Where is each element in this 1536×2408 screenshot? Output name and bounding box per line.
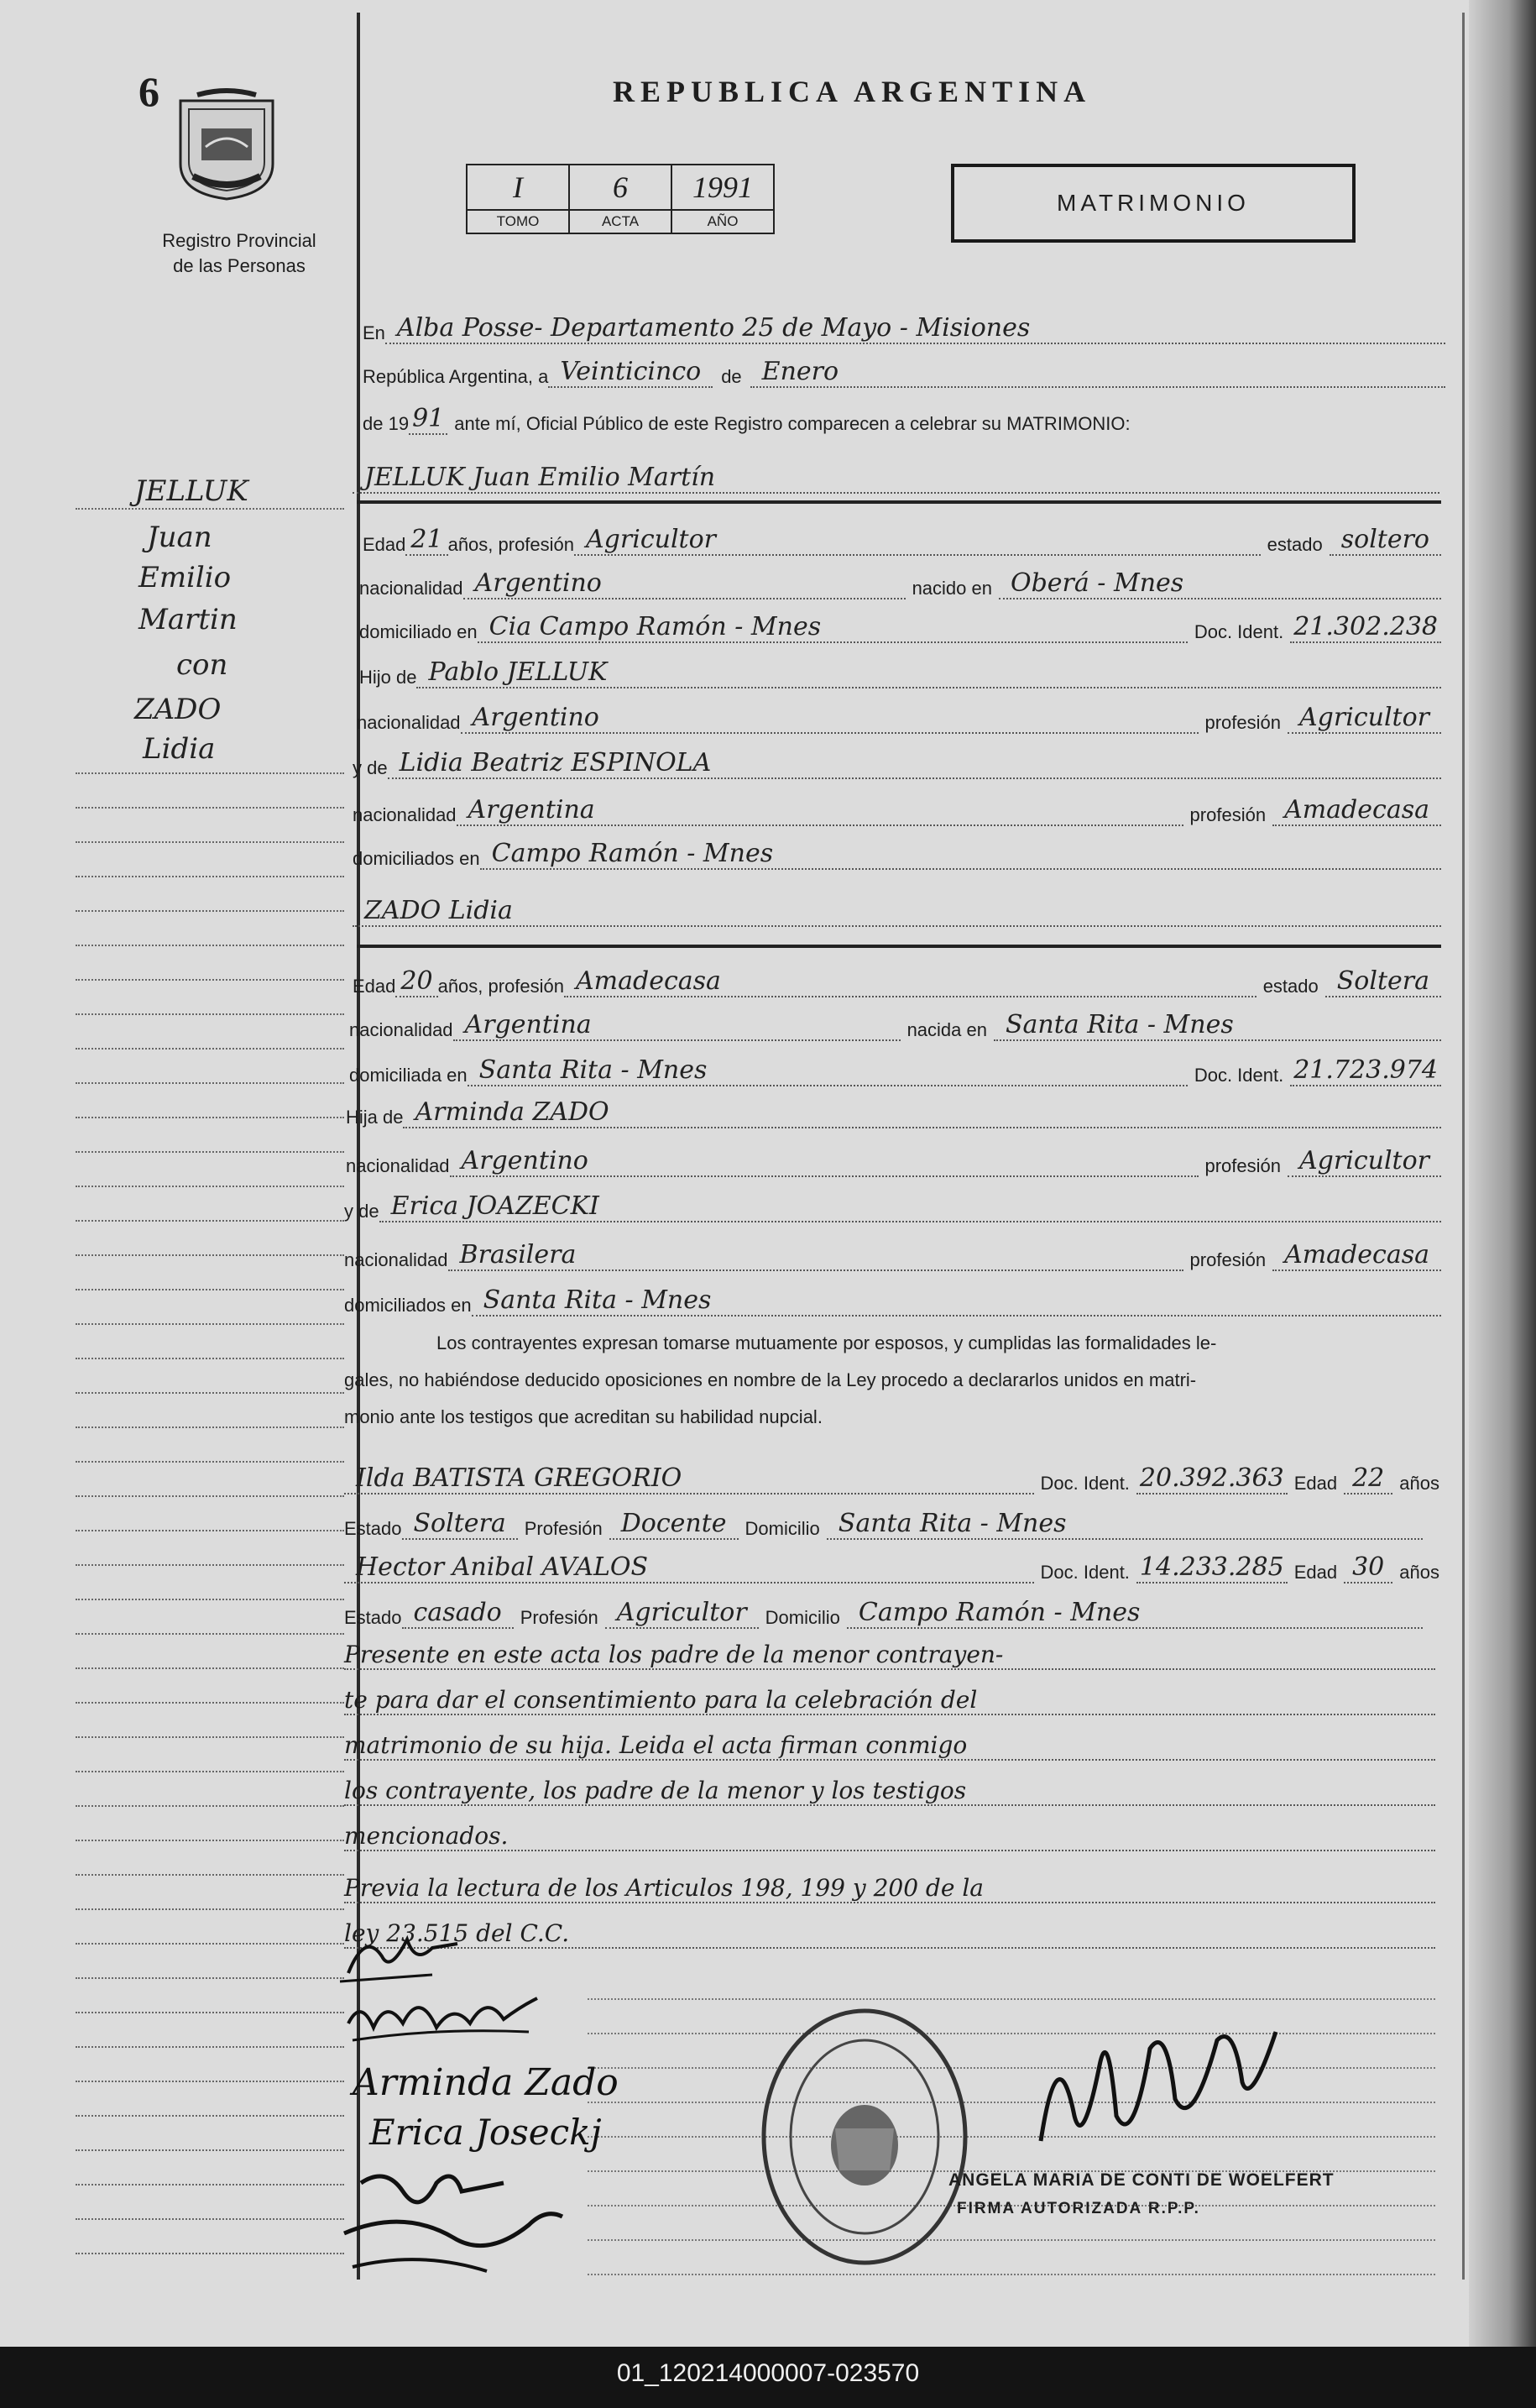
witness2-profession: Agricultor — [605, 1598, 759, 1629]
groom-father-row — [359, 655, 1441, 688]
margin-rule-line — [76, 1117, 344, 1118]
observation-line-2: te para dar el consentimiento para la celebración del — [344, 1686, 1435, 1715]
groom-yde-label: y de — [353, 757, 388, 778]
signature-bride-icon — [336, 1981, 588, 2057]
bride-mother: Erica JOAZECKI — [379, 1191, 1441, 1222]
legal-text — [344, 1325, 1435, 1436]
book-binding-edge — [1469, 0, 1536, 2347]
observation-line-7: ley 23.515 del C.C. — [344, 1919, 1435, 1949]
body-rule-line — [588, 2274, 1435, 2275]
groom-domicile: Cia Campo Ramón - Mnes — [478, 612, 1188, 643]
bride-domicile-row — [349, 1053, 1441, 1086]
groom-hijo-label: Hijo de — [359, 667, 417, 688]
witness1-prof-label: Profesión — [524, 1518, 603, 1539]
witness1-profession: Docente — [609, 1509, 739, 1540]
margin-rule-line — [76, 1426, 344, 1428]
groom-birthplace: Oberá - Mnes — [999, 568, 1441, 599]
opening-year-row — [363, 401, 1445, 435]
margin-rule-line — [76, 1977, 344, 1979]
groom-estado: soltero — [1330, 525, 1441, 556]
bride-mother-profession: Amadecasa — [1272, 1240, 1441, 1271]
groom-nat-label: nacionalidad — [359, 578, 463, 599]
margin-rule-line — [76, 1771, 344, 1772]
margin-note-bride-name: Lidia — [143, 732, 216, 766]
de-label: de — [721, 366, 742, 387]
margin-rule-line — [76, 1186, 344, 1187]
margin-rule-line — [76, 2115, 344, 2117]
groom-mother-nat-row — [353, 793, 1441, 826]
observation-line-3: matrimonio de su hija. Leida el acta firman conmigo — [344, 1731, 1435, 1761]
witness2-estado: casado — [402, 1598, 514, 1629]
bride-nat-label: nacionalidad — [349, 1019, 453, 1040]
groom-separator — [357, 500, 1441, 504]
margin-rule-line — [76, 2012, 344, 2013]
groom-father-nationality: Argentino — [461, 703, 1199, 734]
witness1-dom-label: Domicilio — [744, 1518, 820, 1539]
signature-official-icon — [1024, 2015, 1293, 2166]
body-rule-line — [588, 1998, 1435, 2000]
body-rule-line — [588, 2136, 1435, 2138]
margin-rule-line — [76, 2046, 344, 2048]
margin-rule-line — [76, 1461, 344, 1463]
margin-rule-line — [76, 1530, 344, 1531]
groom-doc-label: Doc. Ident. — [1194, 621, 1284, 642]
bride-fprof-label: profesión — [1204, 1155, 1282, 1176]
month-value: Enero — [750, 357, 1445, 388]
legal-line-1: Los contrayentes expresan tomarse mutuamente por esposos, y cumplidas las formalidades le- — [436, 1332, 1217, 1353]
groom-estado-label: estado — [1267, 534, 1323, 555]
margin-rule-line — [76, 2149, 344, 2151]
groom-nationality-row — [359, 566, 1441, 599]
signature-witnesses-icon — [336, 2158, 571, 2284]
year-prefix: de 19 — [363, 413, 410, 434]
witness2-edad-label: Edad — [1293, 1562, 1338, 1583]
country-heading: REPUBLICA ARGENTINA — [613, 75, 1092, 108]
bride-nationality: Argentina — [453, 1010, 901, 1041]
provincial-seal-icon — [172, 88, 281, 202]
margin-note-name3: Martin — [138, 603, 238, 636]
witness1-age: 22 — [1344, 1463, 1392, 1495]
groom-doc: 21.302.238 — [1290, 612, 1441, 643]
witness1-doc: 20.392.363 — [1136, 1463, 1288, 1495]
bride-estado: Soltera — [1325, 966, 1441, 997]
bride-doc-label: Doc. Ident. — [1194, 1065, 1284, 1086]
acta-label: ACTA — [569, 210, 671, 233]
bride-father: Arminda ZADO — [403, 1097, 1441, 1128]
margin-rule-line — [76, 1599, 344, 1600]
bride-father-profession: Agricultor — [1288, 1146, 1441, 1177]
witness2-dom-label: Domicilio — [765, 1607, 840, 1628]
bride-anos-label: años, profesión — [437, 976, 565, 997]
witness1-domicile: Santa Rita - Mnes — [827, 1509, 1423, 1540]
tomo-value: I — [467, 165, 569, 210]
margin-rule-line — [76, 1254, 344, 1256]
groom-father: Pablo JELLUK — [416, 657, 1441, 688]
acta-value: 6 — [569, 165, 671, 210]
body-rule-line — [588, 2033, 1435, 2034]
margin-rule-line — [76, 876, 344, 877]
bride-hija-label: Hija de — [346, 1107, 404, 1128]
groom-mother-profession: Amadecasa — [1272, 795, 1441, 826]
margin-rule-line — [76, 945, 344, 946]
margin-rule-line — [76, 1702, 344, 1704]
margin-rule-line — [76, 1908, 344, 1910]
witness1-edad-label: Edad — [1293, 1473, 1338, 1494]
bride-profession: Amadecasa — [564, 966, 1256, 997]
official-title: FIRMA AUTORIZADA R.P.P. — [957, 2200, 1200, 2217]
witness1-details-row — [344, 1506, 1423, 1540]
bride-age: 20 — [395, 966, 437, 997]
groom-mnat-label: nacionalidad — [353, 804, 457, 825]
registry-stamp-icon — [755, 2002, 974, 2271]
margin-rule-line — [76, 1633, 344, 1635]
observation-line-5: mencionados. — [344, 1822, 1435, 1851]
margin-rule-line — [76, 979, 344, 981]
bride-mother-nationality: Brasilera — [448, 1240, 1183, 1271]
bride-mother-row — [344, 1189, 1441, 1222]
groom-fnat-label: nacionalidad — [357, 712, 461, 733]
witness2-row — [344, 1550, 1439, 1584]
bride-name-row — [353, 893, 1441, 927]
opening-statement: ante mí, Oficial Público de este Registro comparecen a celebrar su MATRIMONIO: — [454, 413, 1131, 434]
margin-rule-line — [76, 1220, 344, 1222]
bride-dom-label: domiciliada en — [349, 1065, 468, 1086]
groom-nacido-label: nacido en — [912, 578, 992, 599]
groom-father-profession: Agricultor — [1288, 703, 1441, 734]
witness1-anos-label: años — [1399, 1473, 1439, 1494]
witness2-prof-label: Profesión — [520, 1607, 598, 1628]
groom-mprof-label: profesión — [1189, 804, 1267, 825]
groom-mother: Lidia Beatriz ESPINOLA — [388, 748, 1441, 779]
bride-age-row — [353, 964, 1441, 997]
groom-mother-nationality: Argentina — [457, 795, 1183, 826]
margin-rule-line — [76, 2218, 344, 2220]
margin-note-bride-surname: ZADO — [134, 693, 222, 726]
signature-mother: Erica Joseckj — [369, 2112, 602, 2153]
groom-nationality: Argentino — [463, 568, 906, 599]
day-value: Veinticinco — [548, 357, 713, 388]
margin-note-surname: JELLUK — [134, 474, 248, 508]
body-rule-line — [588, 2067, 1435, 2069]
margin-rule-line — [76, 1495, 344, 1497]
bride-father-row — [346, 1095, 1441, 1128]
page-number: 6 — [138, 68, 159, 115]
margin-rule-line — [76, 1840, 344, 1841]
witness2-anos-label: años — [1399, 1562, 1439, 1583]
signature-groom-icon — [332, 1923, 550, 1990]
margin-rule-line — [76, 1048, 344, 1050]
margin-note-con: con — [176, 648, 228, 682]
groom-name: JELLUK Juan Emilio Martín — [353, 463, 1439, 494]
groom-age: 21 — [405, 525, 447, 556]
bride-yde-label: y de — [344, 1201, 379, 1222]
margin-rule-line — [76, 1736, 344, 1738]
bride-parents-domicile: Santa Rita - Mnes — [472, 1285, 1441, 1317]
ano-value: 1991 — [671, 165, 774, 210]
official-name: ANGELA MARIA DE CONTI DE WOELFERT — [948, 2170, 1335, 2190]
bride-fnat-label: nacionalidad — [346, 1155, 450, 1176]
organization-name — [101, 228, 378, 279]
margin-note-name1: Juan — [147, 521, 212, 554]
bride-mnat-label: nacionalidad — [344, 1249, 448, 1270]
observation-line-1: Presente en este acta los padre de la menor contrayen- — [344, 1641, 1435, 1670]
margin-rule-line — [76, 772, 344, 774]
bride-doc: 21.723.974 — [1290, 1055, 1441, 1086]
margin-rule-line — [76, 1013, 344, 1015]
witness1-estado: Soltera — [402, 1509, 518, 1540]
margin-rule-line — [76, 1392, 344, 1394]
republica-label: República Argentina, a — [363, 366, 549, 387]
margin-rule-line — [76, 2253, 344, 2254]
witness1-doc-label: Doc. Ident. — [1040, 1473, 1130, 1494]
organization-line-1: Registro Provincial — [162, 230, 316, 251]
witness2-age: 30 — [1344, 1552, 1392, 1584]
witness2-doc-label: Doc. Ident. — [1040, 1562, 1130, 1583]
margin-rule-line — [76, 1667, 344, 1669]
witness2-estado-label: Estado — [344, 1607, 402, 1628]
margin-rule-line — [76, 910, 344, 912]
witness2-doc: 14.233.285 — [1136, 1552, 1288, 1584]
bride-mother-nat-row — [344, 1238, 1441, 1271]
margin-rule-line — [76, 1943, 344, 1945]
margin-note-name2: Emilio — [138, 561, 232, 594]
groom-age-row — [363, 522, 1441, 556]
legal-line-2: gales, no habiéndose deducido oposiciones en nombre de la Ley procedo a declararlos unidos en matri- — [344, 1369, 1197, 1390]
signature-father: Arminda Zado — [353, 2061, 619, 2104]
groom-mother-row — [353, 746, 1441, 779]
witness1-estado-label: Estado — [344, 1518, 402, 1539]
witness1-name: Ilda BATISTA GREGORIO — [344, 1463, 1034, 1495]
bride-estado-label: estado — [1262, 976, 1319, 997]
witness2-name: Hector Anibal AVALOS — [344, 1552, 1034, 1584]
margin-rule-line — [76, 1289, 344, 1290]
bride-nationality-row — [349, 1008, 1441, 1041]
bride-father-nat-row — [346, 1144, 1441, 1177]
witness2-domicile: Campo Ramón - Mnes — [847, 1598, 1423, 1629]
margin-rule-line — [76, 1564, 344, 1566]
bride-birthplace: Santa Rita - Mnes — [994, 1010, 1441, 1041]
groom-father-nat-row — [357, 700, 1441, 734]
year-suffix: 91 — [409, 404, 447, 435]
groom-edad-label: Edad — [363, 534, 406, 555]
margin-rule-line — [76, 1323, 344, 1325]
margin-rule-line — [76, 807, 344, 809]
groom-dom-label: domiciliado en — [359, 621, 478, 642]
bride-nacida-label: nacida en — [906, 1019, 987, 1040]
registry-table — [466, 164, 775, 234]
groom-fprof-label: profesión — [1204, 712, 1282, 733]
margin-rule-line — [76, 1358, 344, 1359]
document-type-box: MATRIMONIO — [951, 164, 1356, 243]
margin-rule-line — [76, 1805, 344, 1807]
witness1-row — [344, 1461, 1439, 1495]
bride-domicile: Santa Rita - Mnes — [468, 1055, 1188, 1086]
groom-domicile-row — [359, 610, 1441, 643]
footer-image-id: 01_120214000007-023570 — [616, 2359, 920, 2387]
margin-rule-line — [76, 2081, 344, 2082]
tomo-label: TOMO — [467, 210, 569, 233]
groom-name-row — [353, 460, 1439, 494]
bride-name: ZADO Lidia — [353, 896, 1441, 927]
observation-line-4: los contrayente, los padre de la menor y los testigos — [344, 1777, 1435, 1806]
legal-line-3: monio ante los testigos que acreditan su habilidad nupcial. — [344, 1406, 823, 1427]
margin-rule-line — [76, 1874, 344, 1876]
opening-date-row — [363, 354, 1445, 388]
bride-edad-label: Edad — [353, 976, 396, 997]
opening-place-row — [363, 311, 1445, 344]
en-label: En — [363, 322, 385, 343]
groom-parents-domicile: Campo Ramón - Mnes — [480, 839, 1441, 870]
margin-rule-line — [76, 2184, 344, 2186]
groom-anos-label: años, profesión — [447, 534, 575, 555]
place-value: Alba Posse- Departamento 25 de Mayo - Misiones — [385, 313, 1445, 344]
bride-separator — [357, 945, 1441, 948]
groom-profession: Agricultor — [574, 525, 1261, 556]
margin-line — [76, 508, 344, 510]
bride-parents-domicile-row — [344, 1283, 1441, 1317]
ano-label: AÑO — [671, 210, 774, 233]
bride-mprof-label: profesión — [1189, 1249, 1267, 1270]
body-rule-line — [588, 2239, 1435, 2241]
bride-father-nationality: Argentino — [450, 1146, 1199, 1177]
margin-rule-line — [76, 841, 344, 843]
right-rule — [1462, 13, 1465, 2280]
observation-line-6: Previa la lectura de los Articulos 198, 199 y 200 de la — [344, 1874, 1435, 1903]
margin-rule-line — [76, 1082, 344, 1084]
bride-pdom-label: domiciliados en — [344, 1295, 472, 1316]
body-rule-line — [588, 2102, 1435, 2103]
witness2-details-row — [344, 1595, 1423, 1629]
organization-line-2: de las Personas — [173, 255, 306, 276]
margin-rule-line — [76, 1151, 344, 1153]
groom-pdom-label: domiciliados en — [353, 848, 480, 869]
groom-parents-domicile-row — [353, 836, 1441, 870]
